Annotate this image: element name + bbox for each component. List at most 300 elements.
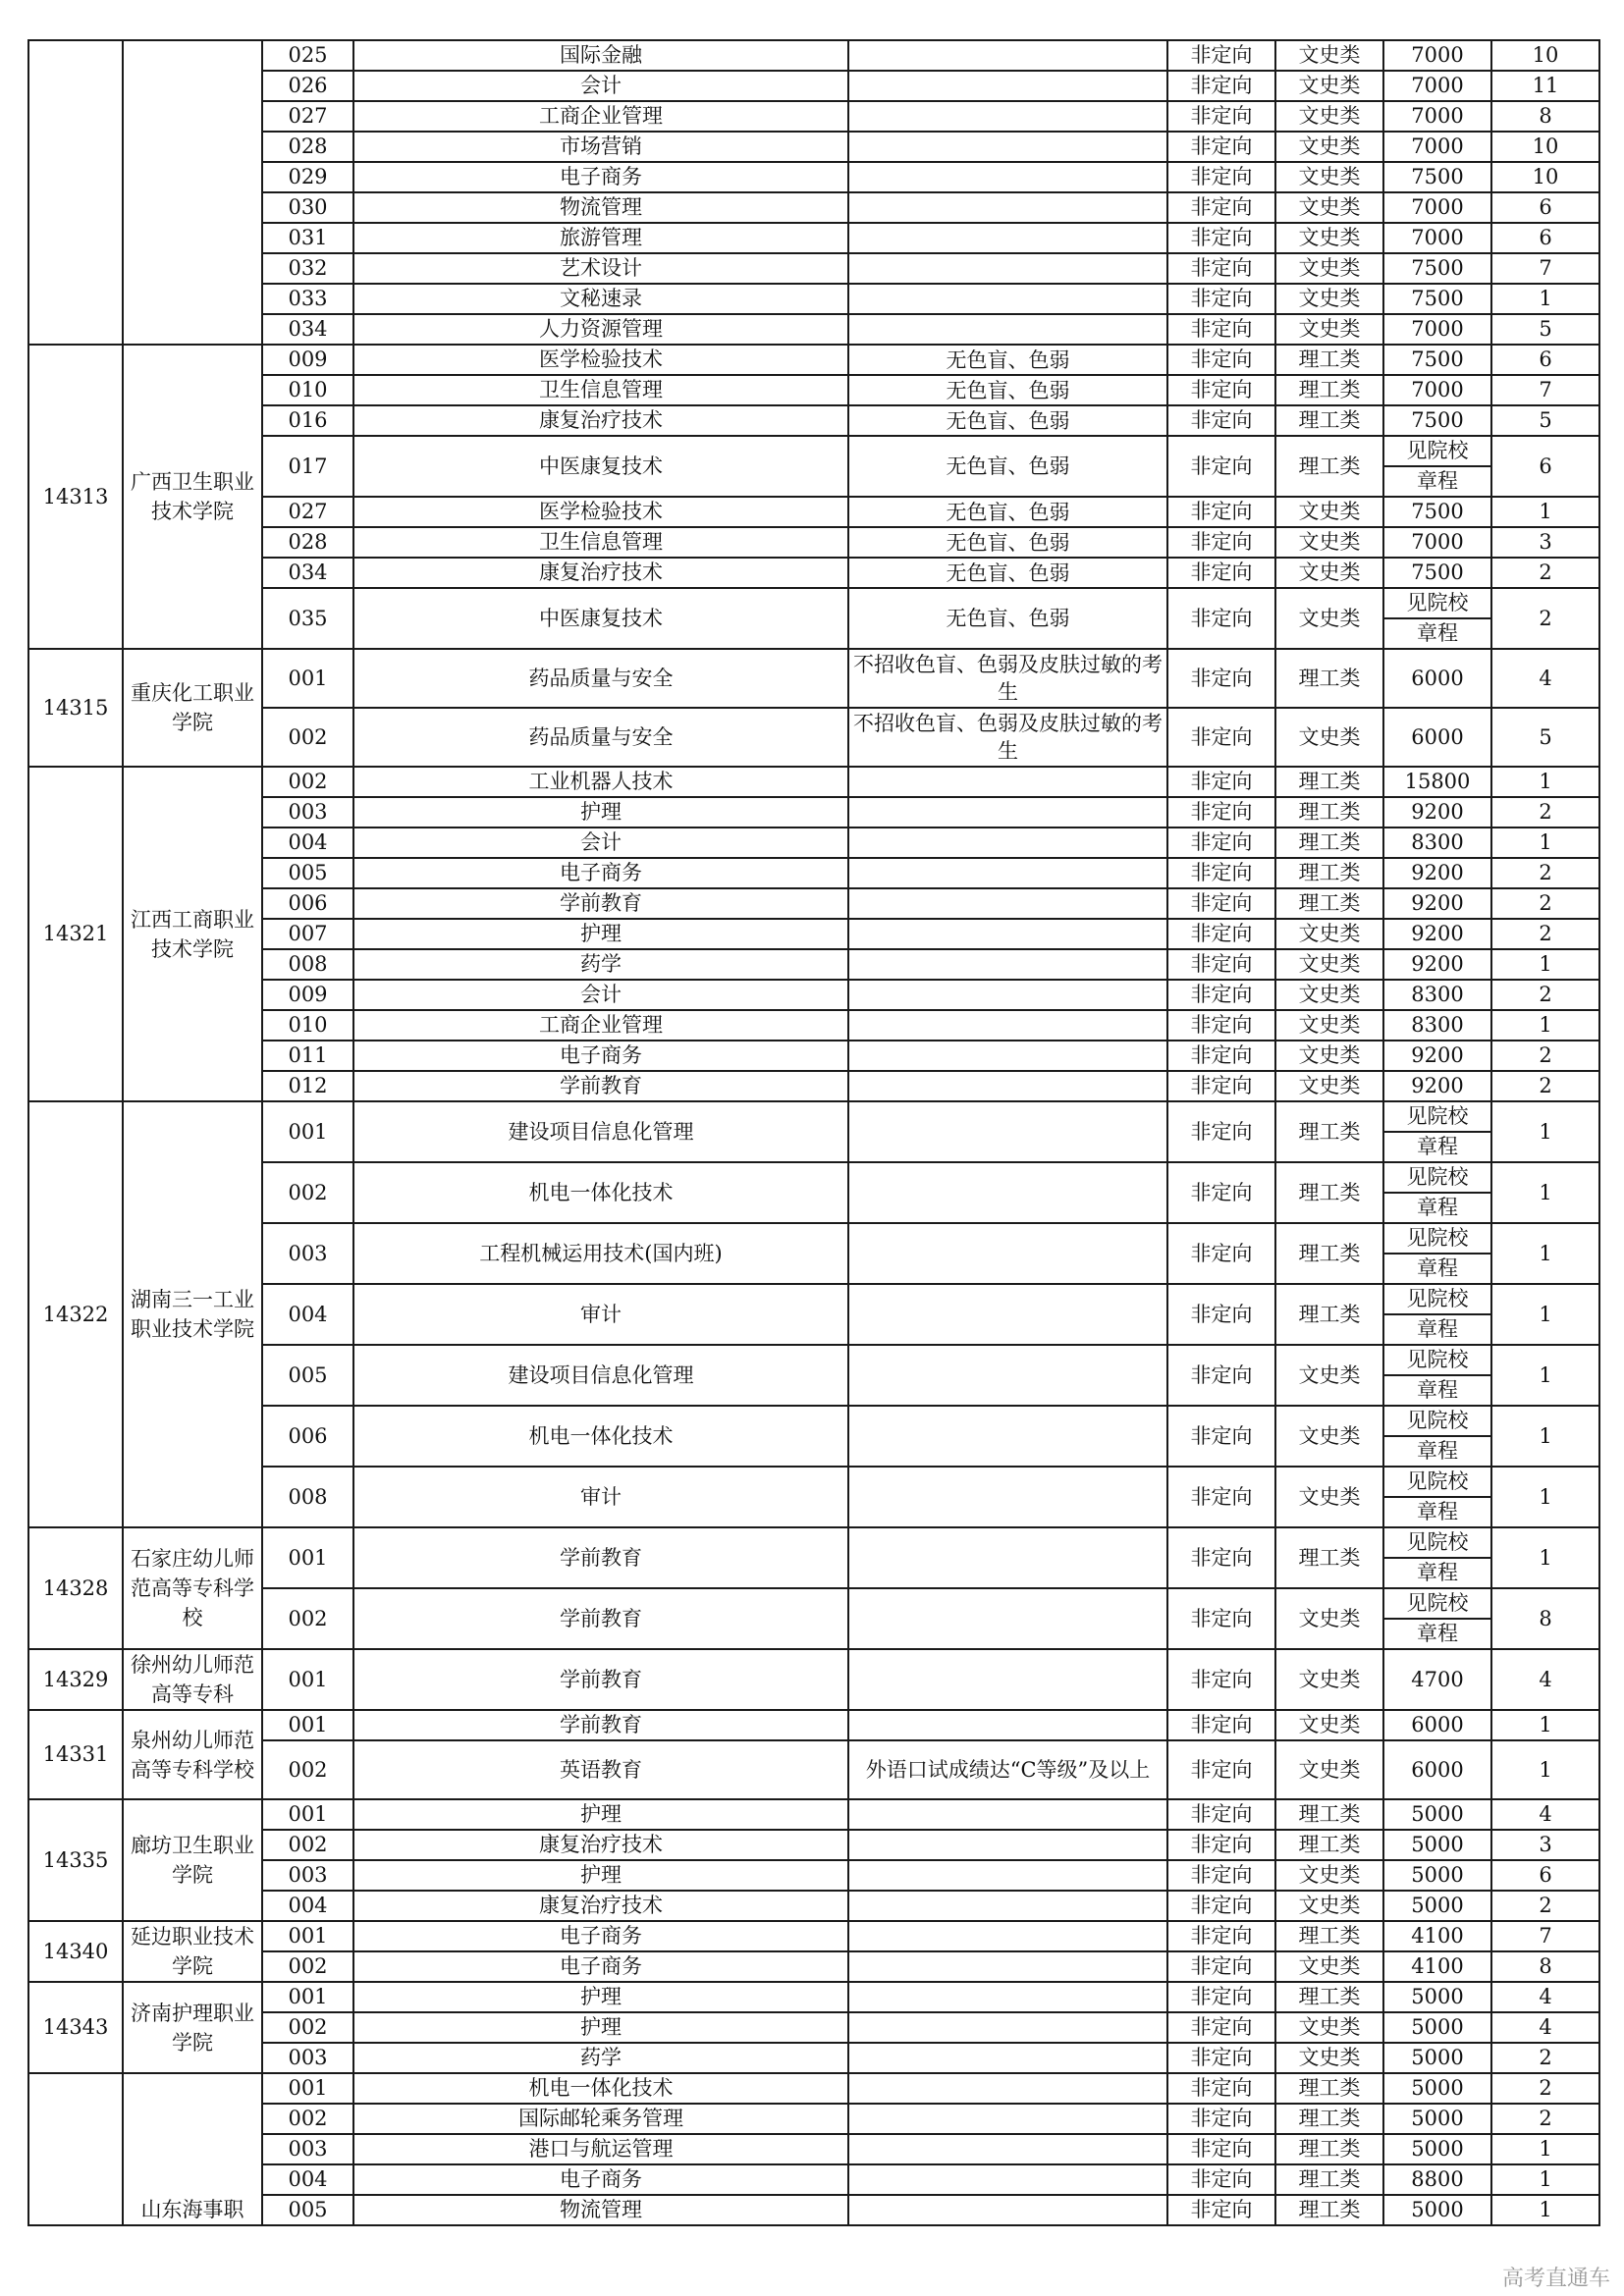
major-name: 卫生信息管理 bbox=[353, 527, 848, 558]
tuition-fee bbox=[1383, 1101, 1491, 1162]
major-name: 中医康复技术 bbox=[353, 436, 848, 497]
direction: 非定向 bbox=[1167, 405, 1275, 436]
tuition-fee: 5000 bbox=[1383, 2134, 1491, 2164]
major-code: 029 bbox=[262, 162, 353, 192]
category: 文史类 bbox=[1275, 314, 1383, 345]
major-name: 港口与航运管理 bbox=[353, 2134, 848, 2164]
direction: 非定向 bbox=[1167, 1041, 1275, 1071]
major-name: 康复治疗技术 bbox=[353, 1830, 848, 1860]
tuition-fee: 9200 bbox=[1383, 1041, 1491, 1071]
table-row bbox=[28, 558, 1599, 588]
remark: 无色盲、色弱 bbox=[848, 527, 1167, 558]
major-code: 004 bbox=[262, 2164, 353, 2195]
tuition-fee: 9200 bbox=[1383, 919, 1491, 949]
remark bbox=[848, 1527, 1167, 1588]
remark bbox=[848, 1860, 1167, 1891]
major-name: 护理 bbox=[353, 797, 848, 828]
major-code: 002 bbox=[262, 1162, 353, 1223]
school-code: 14315 bbox=[28, 649, 123, 767]
tuition-fee: 15800 bbox=[1383, 767, 1491, 797]
major-name: 电子商务 bbox=[353, 858, 848, 888]
category: 文史类 bbox=[1275, 949, 1383, 980]
remark bbox=[848, 1345, 1167, 1406]
table-row bbox=[28, 1284, 1599, 1345]
tuition-fee: 5000 bbox=[1383, 1830, 1491, 1860]
table-row bbox=[28, 797, 1599, 828]
major-code: 025 bbox=[262, 40, 353, 71]
major-name: 会计 bbox=[353, 828, 848, 858]
tuition-fee-line: 章程 bbox=[1417, 1256, 1458, 1280]
remark bbox=[848, 1951, 1167, 1982]
category: 文史类 bbox=[1275, 1891, 1383, 1921]
category: 文史类 bbox=[1275, 223, 1383, 253]
major-code: 009 bbox=[262, 980, 353, 1010]
direction: 非定向 bbox=[1167, 919, 1275, 949]
remark bbox=[848, 1588, 1167, 1649]
major-name: 康复治疗技术 bbox=[353, 558, 848, 588]
direction: 非定向 bbox=[1167, 588, 1275, 649]
tuition-fee: 5000 bbox=[1383, 1982, 1491, 2012]
table-row bbox=[28, 192, 1599, 223]
remark bbox=[848, 2104, 1167, 2134]
school-code: 14335 bbox=[28, 1799, 123, 1921]
plan-count: 6 bbox=[1491, 436, 1599, 497]
plan-count: 1 bbox=[1491, 1740, 1599, 1799]
major-code: 028 bbox=[262, 132, 353, 162]
remark bbox=[848, 1406, 1167, 1467]
table-row bbox=[28, 708, 1599, 767]
direction: 非定向 bbox=[1167, 1223, 1275, 1284]
major-name: 学前教育 bbox=[353, 1710, 848, 1740]
school-name: 济南护理职业学院 bbox=[123, 1982, 262, 2073]
tuition-fee: 6000 bbox=[1383, 1740, 1491, 1799]
major-name: 护理 bbox=[353, 2012, 848, 2043]
category: 文史类 bbox=[1275, 708, 1383, 767]
remark bbox=[848, 1982, 1167, 2012]
plan-count: 2 bbox=[1491, 2104, 1599, 2134]
category: 理工类 bbox=[1275, 405, 1383, 436]
category: 文史类 bbox=[1275, 1710, 1383, 1740]
table-row bbox=[28, 132, 1599, 162]
remark: 无色盲、色弱 bbox=[848, 375, 1167, 405]
category: 文史类 bbox=[1275, 101, 1383, 132]
major-code: 002 bbox=[262, 1588, 353, 1649]
table-row bbox=[28, 1010, 1599, 1041]
direction: 非定向 bbox=[1167, 949, 1275, 980]
plan-count: 1 bbox=[1491, 949, 1599, 980]
major-code: 003 bbox=[262, 2134, 353, 2164]
remark bbox=[848, 71, 1167, 101]
table-row bbox=[28, 527, 1599, 558]
direction: 非定向 bbox=[1167, 1101, 1275, 1162]
category: 文史类 bbox=[1275, 558, 1383, 588]
remark bbox=[848, 828, 1167, 858]
major-name: 机电一体化技术 bbox=[353, 1162, 848, 1223]
table-row bbox=[28, 1649, 1599, 1710]
table-row bbox=[28, 253, 1599, 284]
remark: 无色盲、色弱 bbox=[848, 497, 1167, 527]
major-name: 审计 bbox=[353, 1284, 848, 1345]
direction: 非定向 bbox=[1167, 314, 1275, 345]
major-code: 027 bbox=[262, 497, 353, 527]
category: 文史类 bbox=[1275, 1860, 1383, 1891]
major-name: 电子商务 bbox=[353, 1951, 848, 1982]
tuition-fee: 7000 bbox=[1383, 192, 1491, 223]
major-name: 工程机械运用技术(国内班) bbox=[353, 1223, 848, 1284]
direction: 非定向 bbox=[1167, 888, 1275, 919]
major-code: 009 bbox=[262, 345, 353, 375]
plan-count: 7 bbox=[1491, 1921, 1599, 1951]
major-code: 002 bbox=[262, 708, 353, 767]
major-name: 工业机器人技术 bbox=[353, 767, 848, 797]
remark: 无色盲、色弱 bbox=[848, 588, 1167, 649]
remark: 无色盲、色弱 bbox=[848, 345, 1167, 375]
major-code: 034 bbox=[262, 314, 353, 345]
major-name: 会计 bbox=[353, 71, 848, 101]
tuition-fee: 7500 bbox=[1383, 345, 1491, 375]
school-name: 广西卫生职业技术学院 bbox=[123, 345, 262, 649]
school-code: 14321 bbox=[28, 767, 123, 1101]
major-code: 004 bbox=[262, 828, 353, 858]
table-row bbox=[28, 1345, 1599, 1406]
category: 理工类 bbox=[1275, 2195, 1383, 2225]
category: 理工类 bbox=[1275, 1223, 1383, 1284]
plan-count: 1 bbox=[1491, 284, 1599, 314]
category: 理工类 bbox=[1275, 1799, 1383, 1830]
plan-count: 2 bbox=[1491, 2043, 1599, 2073]
direction: 非定向 bbox=[1167, 162, 1275, 192]
direction: 非定向 bbox=[1167, 253, 1275, 284]
category: 理工类 bbox=[1275, 888, 1383, 919]
category: 理工类 bbox=[1275, 1921, 1383, 1951]
category: 文史类 bbox=[1275, 919, 1383, 949]
major-code: 005 bbox=[262, 858, 353, 888]
tuition-fee: 6000 bbox=[1383, 708, 1491, 767]
tuition-fee: 7500 bbox=[1383, 284, 1491, 314]
plan-count: 3 bbox=[1491, 527, 1599, 558]
plan-count: 7 bbox=[1491, 375, 1599, 405]
category: 理工类 bbox=[1275, 1284, 1383, 1345]
direction: 非定向 bbox=[1167, 1071, 1275, 1101]
plan-count: 8 bbox=[1491, 1951, 1599, 1982]
major-name: 药品质量与安全 bbox=[353, 649, 848, 708]
major-code: 002 bbox=[262, 2104, 353, 2134]
major-name: 中医康复技术 bbox=[353, 588, 848, 649]
table-row bbox=[28, 2043, 1599, 2073]
direction: 非定向 bbox=[1167, 1467, 1275, 1527]
tuition-fee: 5000 bbox=[1383, 2104, 1491, 2134]
remark: 外语口试成绩达“C等级”及以上 bbox=[848, 1740, 1167, 1799]
school-name: 重庆化工职业学院 bbox=[123, 649, 262, 767]
category: 文史类 bbox=[1275, 527, 1383, 558]
tuition-fee-line: 章程 bbox=[1417, 1317, 1458, 1341]
tuition-fee: 5000 bbox=[1383, 1860, 1491, 1891]
table-row bbox=[28, 1830, 1599, 1860]
direction: 非定向 bbox=[1167, 1891, 1275, 1921]
plan-count: 2 bbox=[1491, 558, 1599, 588]
direction: 非定向 bbox=[1167, 1982, 1275, 2012]
tuition-fee-line: 见院校 bbox=[1384, 1224, 1490, 1255]
direction: 非定向 bbox=[1167, 1162, 1275, 1223]
remark bbox=[848, 314, 1167, 345]
table-row bbox=[28, 588, 1599, 649]
table-row bbox=[28, 101, 1599, 132]
table-row bbox=[28, 1799, 1599, 1830]
tuition-fee: 8800 bbox=[1383, 2164, 1491, 2195]
major-name: 审计 bbox=[353, 1467, 848, 1527]
tuition-fee: 7000 bbox=[1383, 527, 1491, 558]
major-name: 市场营销 bbox=[353, 132, 848, 162]
category: 文史类 bbox=[1275, 1467, 1383, 1527]
major-code: 001 bbox=[262, 1101, 353, 1162]
plan-count: 1 bbox=[1491, 1406, 1599, 1467]
major-name: 物流管理 bbox=[353, 192, 848, 223]
category: 理工类 bbox=[1275, 1101, 1383, 1162]
tuition-fee-line: 见院校 bbox=[1384, 437, 1490, 467]
tuition-fee bbox=[1383, 1284, 1491, 1345]
plan-count: 8 bbox=[1491, 101, 1599, 132]
category: 文史类 bbox=[1275, 1010, 1383, 1041]
remark bbox=[848, 1101, 1167, 1162]
remark bbox=[848, 40, 1167, 71]
direction: 非定向 bbox=[1167, 828, 1275, 858]
school-name: 徐州幼儿师范高等专科 bbox=[123, 1649, 262, 1710]
tuition-fee: 5000 bbox=[1383, 2043, 1491, 2073]
remark bbox=[848, 1467, 1167, 1527]
table-row bbox=[28, 767, 1599, 797]
tuition-fee bbox=[1383, 1406, 1491, 1467]
table-row bbox=[28, 2073, 1599, 2104]
school-name: 山东海事职 bbox=[123, 2073, 262, 2225]
tuition-fee bbox=[1383, 1345, 1491, 1406]
remark bbox=[848, 284, 1167, 314]
tuition-fee-line: 见院校 bbox=[1384, 1468, 1490, 1498]
plan-count: 6 bbox=[1491, 345, 1599, 375]
school-code: 14340 bbox=[28, 1921, 123, 1982]
major-name: 国际邮轮乘务管理 bbox=[353, 2104, 848, 2134]
direction: 非定向 bbox=[1167, 436, 1275, 497]
table-row bbox=[28, 1891, 1599, 1921]
major-name: 建设项目信息化管理 bbox=[353, 1345, 848, 1406]
remark bbox=[848, 192, 1167, 223]
major-name: 康复治疗技术 bbox=[353, 405, 848, 436]
remark: 无色盲、色弱 bbox=[848, 436, 1167, 497]
category: 文史类 bbox=[1275, 1406, 1383, 1467]
category: 理工类 bbox=[1275, 2104, 1383, 2134]
category: 文史类 bbox=[1275, 588, 1383, 649]
major-code: 035 bbox=[262, 588, 353, 649]
major-name: 护理 bbox=[353, 1982, 848, 2012]
major-name: 人力资源管理 bbox=[353, 314, 848, 345]
plan-count: 2 bbox=[1491, 858, 1599, 888]
enrollment-plan-sheet bbox=[27, 39, 1598, 2226]
tuition-fee: 4700 bbox=[1383, 1649, 1491, 1710]
remark bbox=[848, 1921, 1167, 1951]
tuition-fee bbox=[1383, 1527, 1491, 1588]
major-code: 008 bbox=[262, 1467, 353, 1527]
remark bbox=[848, 1010, 1167, 1041]
category: 文史类 bbox=[1275, 40, 1383, 71]
remark bbox=[848, 949, 1167, 980]
plan-count: 10 bbox=[1491, 40, 1599, 71]
tuition-fee-line: 见院校 bbox=[1384, 1528, 1490, 1559]
tuition-fee-line: 章程 bbox=[1417, 1439, 1458, 1463]
category: 理工类 bbox=[1275, 1830, 1383, 1860]
tuition-fee: 7000 bbox=[1383, 375, 1491, 405]
table-row bbox=[28, 1101, 1599, 1162]
tuition-fee: 9200 bbox=[1383, 797, 1491, 828]
major-code: 026 bbox=[262, 71, 353, 101]
tuition-fee: 4100 bbox=[1383, 1951, 1491, 1982]
table-row bbox=[28, 1860, 1599, 1891]
direction: 非定向 bbox=[1167, 1740, 1275, 1799]
major-code: 002 bbox=[262, 1740, 353, 1799]
major-name: 建设项目信息化管理 bbox=[353, 1101, 848, 1162]
school-name: 江西工商职业技术学院 bbox=[123, 767, 262, 1101]
direction: 非定向 bbox=[1167, 345, 1275, 375]
category: 理工类 bbox=[1275, 797, 1383, 828]
table-row bbox=[28, 2134, 1599, 2164]
major-code: 016 bbox=[262, 405, 353, 436]
major-code: 005 bbox=[262, 2195, 353, 2225]
table-row bbox=[28, 2195, 1599, 2225]
major-name: 护理 bbox=[353, 1860, 848, 1891]
tuition-fee: 5000 bbox=[1383, 2073, 1491, 2104]
major-name: 康复治疗技术 bbox=[353, 1891, 848, 1921]
major-name: 药学 bbox=[353, 949, 848, 980]
tuition-fee bbox=[1383, 436, 1491, 497]
plan-count: 2 bbox=[1491, 588, 1599, 649]
table-row bbox=[28, 1921, 1599, 1951]
plan-count: 2 bbox=[1491, 888, 1599, 919]
remark: 无色盲、色弱 bbox=[848, 558, 1167, 588]
tuition-fee-line: 章程 bbox=[1417, 1500, 1458, 1523]
direction: 非定向 bbox=[1167, 2195, 1275, 2225]
category: 理工类 bbox=[1275, 2073, 1383, 2104]
plan-count: 5 bbox=[1491, 314, 1599, 345]
major-code: 001 bbox=[262, 1649, 353, 1710]
major-code: 033 bbox=[262, 284, 353, 314]
category: 理工类 bbox=[1275, 2134, 1383, 2164]
plan-count: 3 bbox=[1491, 1830, 1599, 1860]
major-code: 010 bbox=[262, 375, 353, 405]
direction: 非定向 bbox=[1167, 2104, 1275, 2134]
plan-count: 6 bbox=[1491, 192, 1599, 223]
category: 文史类 bbox=[1275, 1649, 1383, 1710]
table-row bbox=[28, 1527, 1599, 1588]
plan-count: 1 bbox=[1491, 2195, 1599, 2225]
direction: 非定向 bbox=[1167, 2012, 1275, 2043]
major-code: 003 bbox=[262, 2043, 353, 2073]
major-name: 医学检验技术 bbox=[353, 345, 848, 375]
remark bbox=[848, 980, 1167, 1010]
enrollment-table bbox=[27, 39, 1600, 2226]
major-code: 004 bbox=[262, 1891, 353, 1921]
table-row bbox=[28, 649, 1599, 708]
major-name: 护理 bbox=[353, 919, 848, 949]
table-row bbox=[28, 40, 1599, 71]
direction: 非定向 bbox=[1167, 1710, 1275, 1740]
school-code: 14328 bbox=[28, 1527, 123, 1649]
category: 文史类 bbox=[1275, 253, 1383, 284]
tuition-fee: 5000 bbox=[1383, 1891, 1491, 1921]
tuition-fee: 9200 bbox=[1383, 1071, 1491, 1101]
tuition-fee bbox=[1383, 1588, 1491, 1649]
table-row bbox=[28, 1982, 1599, 2012]
table-row bbox=[28, 858, 1599, 888]
direction: 非定向 bbox=[1167, 375, 1275, 405]
table-row bbox=[28, 1588, 1599, 1649]
direction: 非定向 bbox=[1167, 2073, 1275, 2104]
major-code: 012 bbox=[262, 1071, 353, 1101]
plan-count: 1 bbox=[1491, 1467, 1599, 1527]
direction: 非定向 bbox=[1167, 1921, 1275, 1951]
plan-count: 1 bbox=[1491, 1162, 1599, 1223]
major-name: 旅游管理 bbox=[353, 223, 848, 253]
major-name: 学前教育 bbox=[353, 1527, 848, 1588]
major-name: 电子商务 bbox=[353, 162, 848, 192]
direction: 非定向 bbox=[1167, 1951, 1275, 1982]
major-name: 英语教育 bbox=[353, 1740, 848, 1799]
remark bbox=[848, 2195, 1167, 2225]
major-code: 017 bbox=[262, 436, 353, 497]
plan-count: 11 bbox=[1491, 71, 1599, 101]
major-code: 002 bbox=[262, 1951, 353, 1982]
tuition-fee: 7000 bbox=[1383, 40, 1491, 71]
remark bbox=[848, 2073, 1167, 2104]
category: 文史类 bbox=[1275, 2012, 1383, 2043]
plan-count: 6 bbox=[1491, 1860, 1599, 1891]
table-row bbox=[28, 2012, 1599, 2043]
category: 理工类 bbox=[1275, 858, 1383, 888]
table-row bbox=[28, 1071, 1599, 1101]
major-name: 学前教育 bbox=[353, 1588, 848, 1649]
major-code: 001 bbox=[262, 1921, 353, 1951]
direction: 非定向 bbox=[1167, 1830, 1275, 1860]
major-code: 011 bbox=[262, 1041, 353, 1071]
tuition-fee-line: 章程 bbox=[1417, 621, 1458, 645]
major-code: 005 bbox=[262, 1345, 353, 1406]
plan-count: 6 bbox=[1491, 223, 1599, 253]
remark bbox=[848, 888, 1167, 919]
tuition-fee: 6000 bbox=[1383, 649, 1491, 708]
tuition-fee-line: 章程 bbox=[1417, 469, 1458, 493]
major-name: 电子商务 bbox=[353, 1041, 848, 1071]
tuition-fee: 7000 bbox=[1383, 223, 1491, 253]
remark bbox=[848, 1799, 1167, 1830]
direction: 非定向 bbox=[1167, 71, 1275, 101]
category: 理工类 bbox=[1275, 1162, 1383, 1223]
remark bbox=[848, 2043, 1167, 2073]
remark bbox=[848, 162, 1167, 192]
tuition-fee: 7000 bbox=[1383, 314, 1491, 345]
table-row bbox=[28, 162, 1599, 192]
plan-count: 4 bbox=[1491, 649, 1599, 708]
watermark-text: 高考直通车 bbox=[1501, 2267, 1610, 2291]
table-row bbox=[28, 1406, 1599, 1467]
remark bbox=[848, 1830, 1167, 1860]
direction: 非定向 bbox=[1167, 1406, 1275, 1467]
major-code: 003 bbox=[262, 1860, 353, 1891]
remark bbox=[848, 253, 1167, 284]
tuition-fee bbox=[1383, 1162, 1491, 1223]
plan-count: 1 bbox=[1491, 767, 1599, 797]
category: 文史类 bbox=[1275, 1041, 1383, 1071]
plan-count: 1 bbox=[1491, 2134, 1599, 2164]
direction: 非定向 bbox=[1167, 1345, 1275, 1406]
direction: 非定向 bbox=[1167, 980, 1275, 1010]
tuition-fee-line: 见院校 bbox=[1384, 1163, 1490, 1194]
